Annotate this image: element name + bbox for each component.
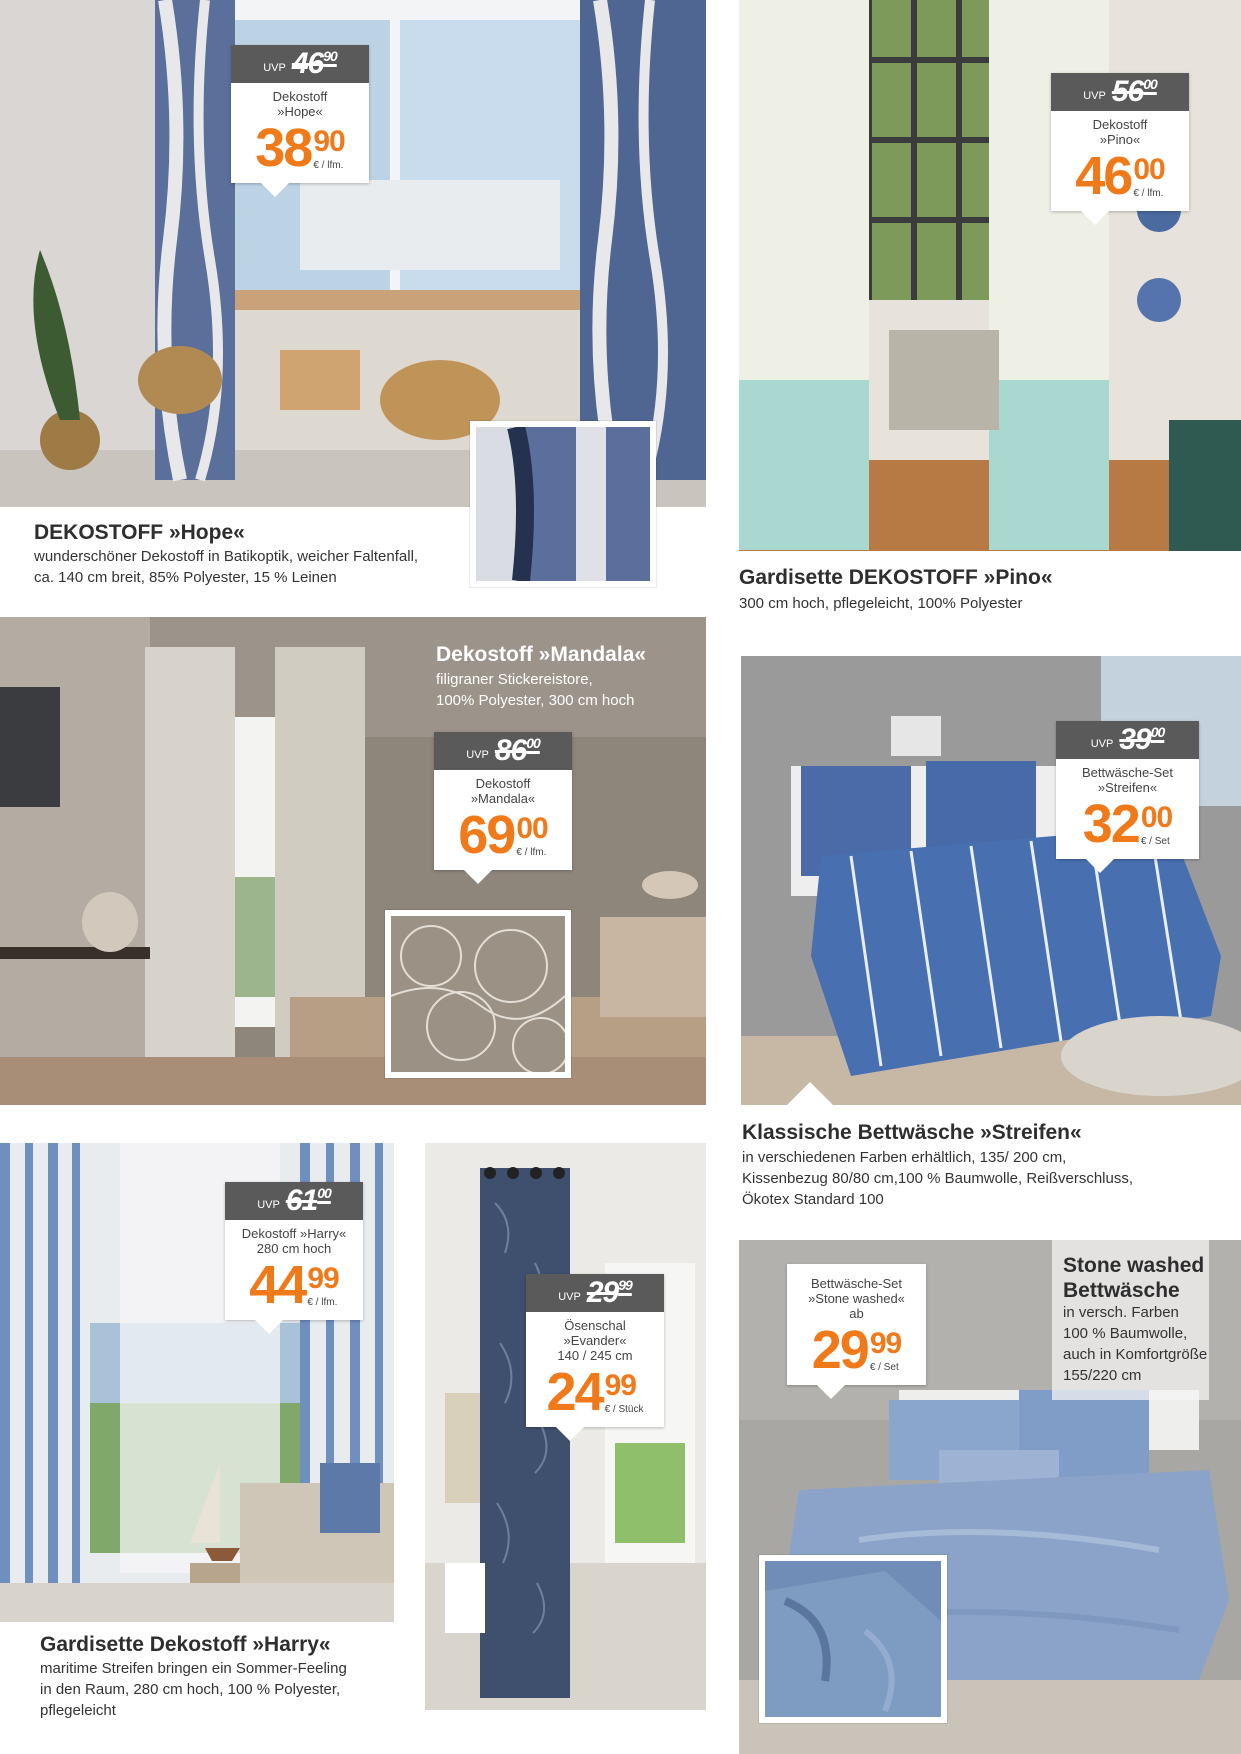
stone-washed-fabric-swatch (759, 1555, 947, 1723)
uvp-label: UVP (263, 62, 286, 74)
tag-pointer (556, 1427, 584, 1441)
price-decimal: 00 (1133, 153, 1165, 186)
description-line: ca. 140 cm breit, 85% Polyester, 15 % Leinen (34, 569, 337, 586)
uvp-price (587, 1276, 632, 1310)
uvp-price (1119, 723, 1164, 757)
price-decimal: 90 (313, 125, 345, 158)
uvp-price (286, 1184, 331, 1218)
product-name-line: Bettwäsche-Set (810, 1276, 903, 1291)
description-line: in versch. Farben (1063, 1304, 1179, 1321)
hope-fabric-swatch (470, 421, 656, 587)
product-name-line: 280 cm hoch (256, 1241, 332, 1256)
title-line: Stone washed (1063, 1254, 1205, 1277)
description-line: in den Raum, 280 cm hoch, 100 % Polyester, (40, 1681, 341, 1698)
price-main: 38 (255, 118, 312, 178)
uvp-price-decimal: 00 (317, 1185, 331, 1201)
stone-washed-description (1063, 1302, 1207, 1386)
tag-pointer (1086, 859, 1114, 873)
pino-description (739, 593, 1023, 614)
product-name (1056, 759, 1199, 795)
product-name (1051, 111, 1189, 147)
uvp-price-decimal: 00 (526, 735, 540, 751)
hope-title: DEKOSTOFF »Hope« (34, 521, 245, 544)
price-decimal: 99 (604, 1369, 636, 1402)
streifen-price-tag (1056, 721, 1199, 859)
price-unit: € / lfm. (516, 847, 547, 858)
streifen-description (742, 1147, 1133, 1210)
mandala-description (436, 669, 634, 711)
price-main: 46 (1075, 146, 1132, 206)
description-line: wunderschöner Dekostoff in Batikoptik, weicher Faltenfall, (34, 548, 419, 565)
price-decimal: 00 (516, 812, 548, 845)
description-line: auch in Komfortgröße (1063, 1346, 1208, 1363)
product-name (526, 1312, 664, 1363)
product-name-line: »Hope« (277, 104, 323, 119)
pino-price-tag (1051, 73, 1189, 211)
description-line: Kissenbezug 80/80 cm,100 % Baumwolle, Reißverschluss, (742, 1170, 1134, 1187)
uvp-label: UVP (1083, 90, 1106, 102)
sale-price (526, 1363, 664, 1427)
description-line: in verschiedenen Farben erhältlich, 135/ 200 cm, (742, 1149, 1067, 1166)
uvp-price-main: 86 (494, 734, 527, 767)
uvp-price-main: 39 (1119, 723, 1151, 756)
mandala-fabric-swatch (385, 910, 571, 1078)
price-unit: € / Stück (604, 1404, 644, 1415)
uvp-price-main: 29 (586, 1276, 619, 1309)
evander-price-tag (526, 1274, 664, 1427)
tag-pointer (817, 1385, 845, 1399)
hope-description (34, 546, 418, 588)
product-name-line: Ösenschal »Evander« (563, 1318, 627, 1348)
price-main: 32 (1082, 794, 1139, 854)
price-unit: € / lfm. (307, 1297, 338, 1308)
uvp-price-decimal: 00 (1150, 724, 1165, 740)
price-decimal: 00 (1140, 801, 1173, 834)
price-unit: € / Set (1140, 836, 1170, 847)
price-main: 69 (458, 805, 515, 865)
product-name-line: »Pino« (1099, 132, 1141, 147)
uvp-strip (434, 732, 572, 770)
uvp-price-main: 46 (291, 47, 324, 80)
sale-price (1056, 795, 1199, 859)
streifen-pointer (786, 1082, 834, 1106)
uvp-label: UVP (558, 1291, 581, 1303)
title-line: Bettwäsche (1063, 1279, 1180, 1302)
uvp-strip (1051, 73, 1189, 111)
uvp-label: UVP (466, 749, 489, 761)
description-line: 300 cm hoch, pflegeleicht, 100% Polyester (739, 595, 1023, 612)
product-name (231, 83, 369, 119)
sale-price (1051, 147, 1189, 211)
product-name-line: Dekostoff (475, 776, 531, 791)
description-line: pflegeleicht (40, 1702, 116, 1719)
uvp-price-decimal: 00 (1143, 76, 1157, 92)
uvp-strip (526, 1274, 664, 1312)
uvp-label: UVP (1090, 738, 1114, 750)
product-name-line: »Streifen« (1097, 780, 1158, 795)
harry-price-tag (225, 1182, 363, 1320)
description-line: 155/220 cm (1063, 1367, 1142, 1384)
tag-pointer (1081, 211, 1109, 225)
product-name (787, 1264, 926, 1321)
description-line: 100% Polyester, 300 cm hoch (436, 692, 635, 709)
description-line: Ökotex Standard 100 (742, 1191, 884, 1208)
streifen-title: Klassische Bettwäsche »Streifen« (742, 1121, 1082, 1144)
pino-title: Gardisette DEKOSTOFF »Pino« (739, 566, 1053, 589)
product-name-line: »Stone washed« (808, 1291, 905, 1306)
product-name-line: ab (849, 1306, 864, 1321)
uvp-price-decimal: 99 (618, 1277, 632, 1293)
product-name-line: Bettwäsche-Set (1081, 765, 1174, 780)
product-name-line: 140 / 245 cm (557, 1348, 633, 1363)
tag-pointer (464, 870, 492, 884)
price-unit: € / Set (869, 1362, 899, 1373)
sale-price (231, 119, 369, 183)
uvp-price (1112, 75, 1157, 109)
uvp-price-decimal: 90 (323, 48, 337, 64)
price-decimal: 99 (869, 1327, 902, 1360)
uvp-price (292, 47, 337, 81)
uvp-price-main: 61 (285, 1184, 318, 1217)
price-main: 24 (546, 1362, 603, 1422)
product-name-line: »Mandala« (470, 791, 536, 806)
price-main: 29 (811, 1320, 868, 1380)
mandala-price-tag (434, 732, 572, 870)
uvp-label: UVP (257, 1199, 280, 1211)
price-unit: € / lfm. (1133, 188, 1164, 199)
uvp-strip (225, 1182, 363, 1220)
sale-price (225, 1256, 363, 1320)
description-line: 100 % Baumwolle, (1063, 1325, 1188, 1342)
description-line: filigraner Stickereistore, (436, 671, 593, 688)
stone-washed-title (1063, 1253, 1204, 1303)
uvp-price-main: 56 (1111, 75, 1144, 108)
price-main: 44 (249, 1255, 306, 1315)
price-decimal: 99 (307, 1262, 339, 1295)
sale-price (787, 1321, 926, 1385)
mandala-title: Dekostoff »Mandala« (436, 643, 647, 666)
product-name (434, 770, 572, 806)
product-name (225, 1220, 363, 1256)
harry-title: Gardisette Dekostoff »Harry« (40, 1633, 331, 1656)
tag-pointer (255, 1320, 283, 1334)
product-name-line: Dekostoff (1092, 117, 1148, 132)
stone-washed-price-tag (787, 1264, 926, 1385)
product-name-line: Dekostoff (272, 89, 328, 104)
uvp-price (495, 734, 540, 768)
tag-pointer (261, 183, 289, 197)
hope-price-tag (231, 45, 369, 183)
sale-price (434, 806, 572, 870)
harry-description (40, 1658, 347, 1721)
product-name-line: Dekostoff »Harry« (241, 1226, 347, 1241)
uvp-strip (231, 45, 369, 83)
price-unit: € / lfm. (313, 160, 344, 171)
description-line: maritime Streifen bringen ein Sommer-Feeling (40, 1660, 347, 1677)
uvp-strip (1056, 721, 1199, 759)
